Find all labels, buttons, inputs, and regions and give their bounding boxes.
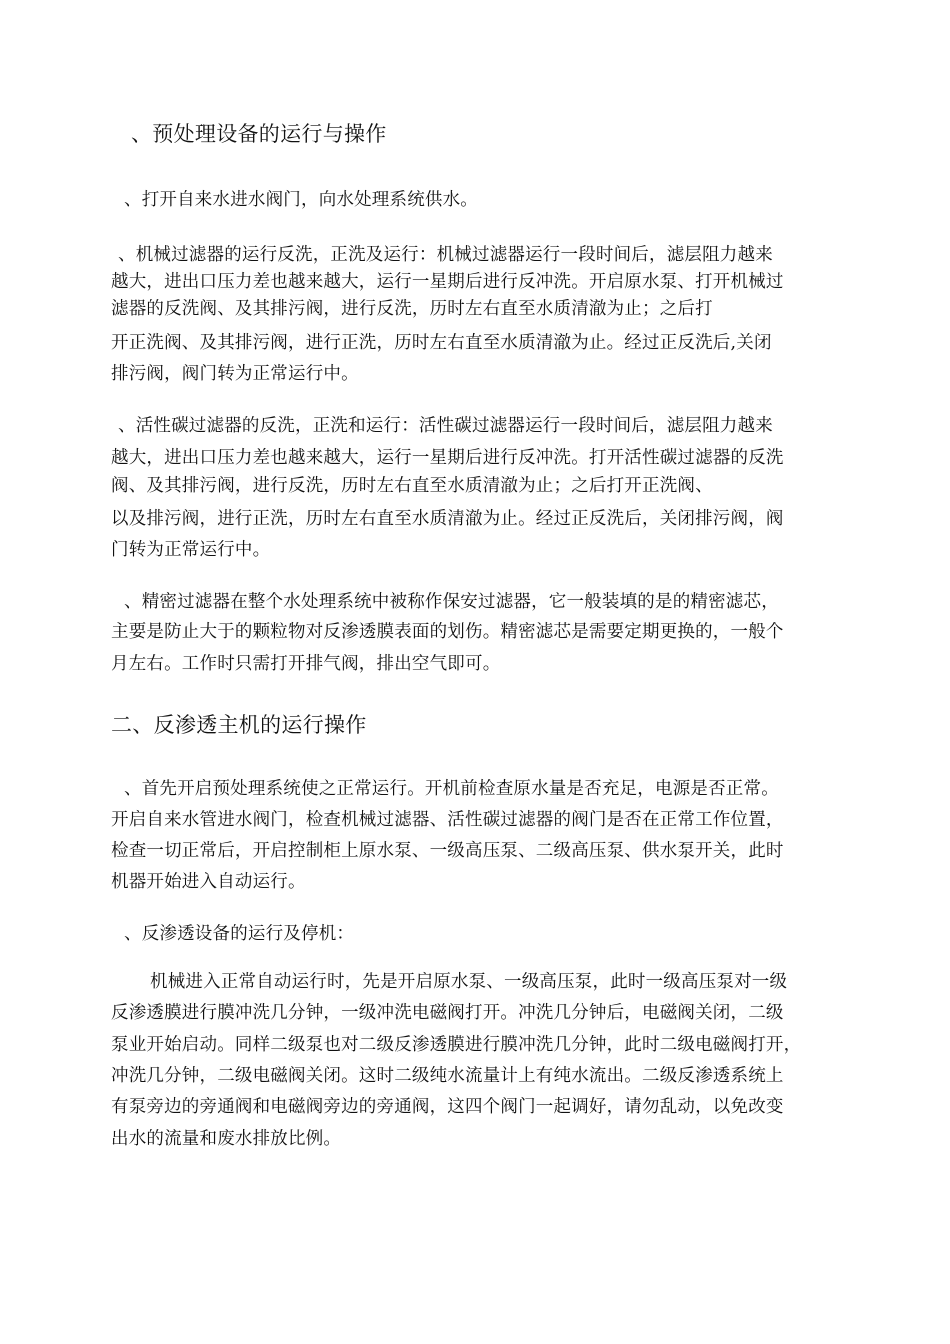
- paragraph-line: 、反渗透设备的运行及停机：: [124, 924, 355, 944]
- paragraph-line: 冲洗几分钟，二级电磁阀关闭。这时二级纯水流量计上有纯水流出。二级反渗透系统上: [111, 1066, 784, 1086]
- paragraph-line: 、首先开启预处理系统使之正常运行。开机前检查原水量是否充足，电源是否正常。: [124, 779, 779, 799]
- paragraph-line: 反渗透膜进行膜冲洗几分钟，一级冲洗电磁阀打开。冲洗几分钟后，电磁阀关闭，二级: [111, 1003, 784, 1023]
- paragraph-line: 主要是防止大于的颗粒物对反渗透膜表面的划伤。精密滤芯是需要定期更换的，一般个: [111, 622, 784, 642]
- section-heading-pretreatment: 、预处理设备的运行与操作: [131, 122, 387, 146]
- paragraph-line: 开启自来水管进水阀门，检查机械过滤器、活性碳过滤器的阀门是否在正常工作位置，: [111, 810, 784, 830]
- paragraph-line: 越大，进出口压力差也越来越大，运行一星期后进行反冲洗。打开活性碳过滤器的反洗: [111, 448, 784, 468]
- paragraph-line: 机械进入正常自动运行时，先是开启原水泵、一级高压泵，此时一级高压泵对一级: [150, 972, 788, 992]
- paragraph-line: 检查一切正常后，开启控制柜上原水泵、一级高压泵、二级高压泵、供水泵开关，此时: [111, 841, 784, 861]
- paragraph-line: 排污阀，阀门转为正常运行中。: [111, 364, 359, 384]
- paragraph-line: 机器开始进入自动运行。: [111, 872, 306, 892]
- paragraph-line: 门转为正常运行中。: [111, 540, 271, 560]
- paragraph-line: 、打开自来水进水阀门，向水处理系统供水。: [124, 190, 478, 210]
- paragraph-line: 、机械过滤器的运行反洗，正洗及运行：机械过滤器运行一段时间后，滤层阻力越来: [118, 245, 773, 265]
- paragraph-line: 滤器的反洗阀、及其排污阀，进行反洗，历时左右直至水质清澈为止；之后打: [111, 299, 713, 319]
- section-heading-ro-main: 二、反渗透主机的运行操作: [111, 713, 367, 737]
- paragraph-line: 月左右。工作时只需打开排气阀，排出空气即可。: [111, 654, 501, 674]
- paragraph-line: 有泵旁边的旁通阀和电磁阀旁边的旁通阀，这四个阀门一起调好，请勿乱动，以免改变: [111, 1097, 784, 1117]
- paragraph-line: 阀、及其排污阀，进行反洗，历时左右直至水质清澈为止；之后打开正洗阀、: [111, 476, 713, 496]
- paragraph-line: 开正洗阀、及其排污阀，进行正洗，历时左右直至水质清澈为止。经过正反洗后,关闭: [111, 333, 772, 353]
- paragraph-line: 越大，进出口压力差也越来越大，运行一星期后进行反冲洗。开启原水泵、打开机械过: [111, 272, 784, 292]
- paragraph-line: 以及排污阀，进行正洗，历时左右直至水质清澈为止。经过正反洗后，关闭排污阀，阀: [111, 509, 784, 529]
- paragraph-line: 泵业开始启动。同样二级泵也对二级反渗透膜进行膜冲洗几分钟，此时二级电磁阀打开，: [111, 1035, 802, 1055]
- paragraph-line: 、活性碳过滤器的反洗，正洗和运行：活性碳过滤器运行一段时间后，滤层阻力越来: [118, 416, 773, 436]
- paragraph-line: 出水的流量和废水排放比例。: [111, 1129, 342, 1149]
- paragraph-line: 、精密过滤器在整个水处理系统中被称作保安过滤器，它一般装填的是的精密滤芯，: [124, 592, 779, 612]
